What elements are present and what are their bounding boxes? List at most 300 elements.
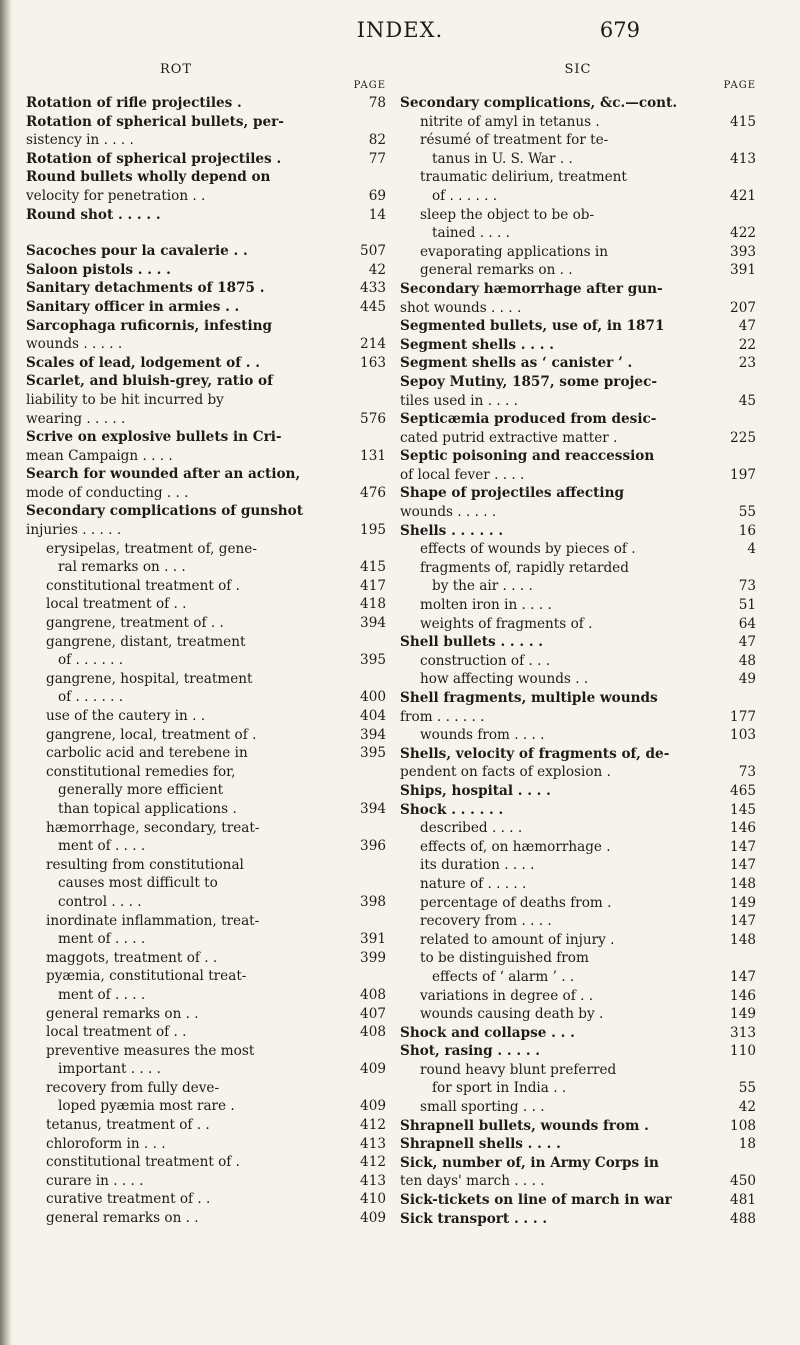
entry-text: Segment shells as ‘ canister ’ . bbox=[400, 355, 633, 372]
entry-text: Sepoy Mutiny, 1857, some projec- bbox=[400, 373, 657, 390]
index-entry bbox=[26, 372, 386, 428]
index-subentry bbox=[26, 856, 386, 912]
index-subentry bbox=[26, 707, 386, 726]
entry-page-ref: 69 bbox=[368, 187, 386, 204]
entry-page-ref: 408 bbox=[360, 986, 386, 1003]
entry-page-ref: 481 bbox=[730, 1192, 756, 1209]
entry-page-ref: 394 bbox=[360, 726, 386, 743]
entry-text: Sacoches pour la cavalerie . . bbox=[26, 243, 248, 260]
index-entry bbox=[26, 502, 386, 539]
index-subentry bbox=[400, 261, 756, 280]
entry-text: variations in degree of . . bbox=[420, 987, 594, 1004]
entry-text: inordinate inflammation, treat- bbox=[46, 912, 260, 929]
entry-text: erysipelas, treatment of, gene- bbox=[46, 540, 257, 557]
entry-page-ref: 149 bbox=[730, 894, 756, 911]
entry-text: curare in . . . . bbox=[46, 1172, 144, 1189]
index-entry bbox=[400, 280, 756, 317]
index-subentry bbox=[400, 1005, 756, 1024]
index-entry bbox=[400, 1042, 756, 1061]
entry-text-continued: mode of conducting . . . bbox=[26, 484, 189, 501]
entry-text-continued: tiles used in . . . . bbox=[400, 392, 518, 409]
entry-text: sleep the object to be ob- bbox=[420, 206, 595, 223]
entry-text: molten iron in . . . . bbox=[420, 597, 552, 614]
entry-page-ref: 396 bbox=[360, 838, 386, 855]
index-subentry bbox=[400, 670, 756, 689]
index-subentry bbox=[400, 652, 756, 671]
entry-page-ref: 400 bbox=[360, 689, 386, 706]
index-entry bbox=[400, 801, 756, 820]
entry-page-ref: 207 bbox=[730, 299, 756, 316]
index-entry bbox=[26, 428, 386, 465]
running-header bbox=[0, 18, 800, 52]
entry-page-ref: 507 bbox=[360, 243, 386, 260]
index-entry bbox=[26, 317, 386, 354]
entry-page-ref: 147 bbox=[730, 838, 756, 855]
entry-text-continued: of . . . . . . bbox=[58, 689, 124, 706]
entry-text: preventive measures the most bbox=[46, 1042, 255, 1059]
entry-text: Secondary complications of gunshot bbox=[26, 503, 304, 520]
index-subentry bbox=[400, 596, 756, 615]
entry-text: gangrene, distant, treatment bbox=[46, 633, 246, 650]
index-subentry bbox=[400, 1061, 756, 1098]
entry-text: general remarks on . . bbox=[46, 1210, 199, 1227]
entry-text: Shells . . . . . . bbox=[400, 522, 504, 539]
entry-page-ref: 433 bbox=[360, 280, 386, 297]
entry-text-continued: by the air . . . . bbox=[432, 578, 533, 595]
entry-page-ref: 313 bbox=[730, 1024, 756, 1041]
entry-text-continued: important . . . . bbox=[58, 1061, 161, 1078]
index-subentry bbox=[26, 726, 386, 745]
entry-page-ref: 14 bbox=[368, 206, 386, 223]
entry-text: Secondary hæmorrhage after gun- bbox=[400, 280, 663, 297]
entry-page-ref: 55 bbox=[738, 1080, 756, 1097]
index-subentry bbox=[26, 1023, 386, 1042]
entry-page-ref: 48 bbox=[738, 652, 756, 669]
index-subentry bbox=[26, 540, 386, 577]
entry-page-ref: 78 bbox=[368, 95, 386, 111]
entry-page-ref: 149 bbox=[730, 1006, 756, 1023]
index-entry bbox=[400, 1210, 756, 1229]
index-entry bbox=[26, 354, 386, 373]
index-subentry bbox=[400, 912, 756, 931]
entry-page-ref: 177 bbox=[730, 708, 756, 725]
entry-page-ref: 47 bbox=[738, 318, 756, 335]
entry-page-ref: 4 bbox=[747, 541, 756, 558]
entry-text: Shell bullets . . . . . bbox=[400, 634, 544, 651]
column-guide-word: ROT bbox=[159, 62, 193, 77]
entry-text: constitutional remedies for, bbox=[46, 763, 236, 780]
index-subentry bbox=[400, 726, 756, 745]
index-entry bbox=[400, 745, 756, 782]
index-entry bbox=[400, 522, 756, 541]
entry-text: Sarcophaga ruficornis, infesting bbox=[26, 317, 273, 334]
index-entry bbox=[26, 298, 386, 317]
index-entry bbox=[26, 261, 386, 280]
entry-text: Scarlet, and bluish-grey, ratio of bbox=[26, 373, 273, 390]
index-entry bbox=[400, 1154, 756, 1191]
entry-text-continued: velocity for penetration . . bbox=[26, 187, 206, 204]
entry-text: wounds from . . . . bbox=[420, 727, 545, 744]
index-subentry bbox=[400, 206, 756, 243]
entry-text-continued: ten days' march . . . . bbox=[400, 1173, 545, 1190]
entry-text: Shock and collapse . . . bbox=[400, 1024, 575, 1041]
entry-page-ref: 146 bbox=[730, 820, 756, 837]
entry-text: evaporating applications in bbox=[420, 243, 608, 260]
entry-page-ref: 22 bbox=[738, 336, 756, 353]
index-entry bbox=[400, 1191, 756, 1210]
index-subentry bbox=[26, 819, 386, 856]
entry-text-continued: ral remarks on . . . bbox=[58, 559, 186, 576]
entry-page-ref: 73 bbox=[738, 578, 756, 595]
entry-text-continued: generally more efficient bbox=[58, 782, 224, 799]
column-guide-word: SIC bbox=[564, 62, 592, 77]
index-subentry bbox=[26, 967, 386, 1004]
entry-text: use of the cautery in . . bbox=[46, 708, 206, 724]
entry-text: recovery from fully deve- bbox=[46, 1079, 220, 1096]
entry-text: constitutional treatment of . bbox=[46, 577, 240, 594]
entry-page-ref: 488 bbox=[730, 1210, 756, 1227]
index-subentry bbox=[26, 744, 386, 763]
entry-text: described . . . . bbox=[420, 820, 523, 837]
entry-text-continued: causes most difficult to bbox=[58, 875, 218, 892]
entry-text: Search for wounded after an action, bbox=[26, 466, 301, 483]
index-subentry bbox=[26, 763, 386, 819]
index-entry bbox=[400, 782, 756, 801]
entry-text: weights of fragments of . bbox=[420, 615, 593, 632]
entry-page-ref: 395 bbox=[360, 652, 386, 669]
entry-page-ref: 445 bbox=[360, 298, 386, 315]
entry-text: effects of wounds by pieces of . bbox=[420, 541, 636, 558]
entry-page-ref: 409 bbox=[360, 1098, 386, 1115]
entry-text: Rotation of rifle projectiles . bbox=[26, 95, 242, 111]
entry-page-ref: 415 bbox=[730, 113, 756, 130]
index-entry bbox=[26, 94, 386, 113]
entry-text: Shells, velocity of fragments of, de- bbox=[400, 745, 670, 762]
entry-text: tetanus, treatment of . . bbox=[46, 1117, 210, 1134]
entry-page-ref: 55 bbox=[738, 504, 756, 521]
index-entry bbox=[400, 1024, 756, 1043]
entry-page-ref: 77 bbox=[368, 150, 386, 167]
index-subentry bbox=[400, 894, 756, 913]
entry-text-continued: sistency in . . . . bbox=[26, 132, 134, 149]
entry-page-ref: 576 bbox=[360, 410, 386, 427]
entry-text: Septicæmia produced from desic- bbox=[400, 411, 657, 428]
index-entry bbox=[400, 484, 756, 521]
entry-page-ref: 148 bbox=[730, 875, 756, 892]
entry-page-ref: 418 bbox=[360, 596, 386, 613]
page-number: 679 bbox=[599, 18, 640, 42]
index-subentry bbox=[400, 168, 756, 205]
index-entry bbox=[26, 168, 386, 205]
entry-text-continued: for sport in India . . bbox=[432, 1080, 567, 1097]
index-entry bbox=[26, 279, 386, 298]
entry-text-continued: of . . . . . . bbox=[432, 187, 498, 204]
entry-text: Sick, number of, in Army Corps in bbox=[400, 1154, 659, 1171]
entry-text: resulting from constitutional bbox=[46, 856, 244, 873]
entry-text-continued: of . . . . . . bbox=[58, 652, 124, 669]
entry-page-ref: 394 bbox=[360, 800, 386, 817]
index-entry bbox=[400, 94, 756, 113]
entry-page-ref: 148 bbox=[730, 931, 756, 948]
entry-text: general remarks on . . bbox=[46, 1005, 199, 1022]
index-subentry bbox=[26, 1042, 386, 1079]
entry-text-continued: wounds . . . . . bbox=[400, 504, 497, 521]
index-entry bbox=[400, 410, 756, 447]
entry-text: traumatic delirium, treatment bbox=[420, 169, 627, 186]
entry-text: Shape of projectiles affecting bbox=[400, 485, 624, 502]
entry-text-continued: effects of ‘ alarm ’ . . bbox=[432, 968, 575, 985]
book-binding-edge bbox=[0, 0, 12, 1345]
entry-page-ref: 398 bbox=[360, 893, 386, 910]
entry-text: hæmorrhage, secondary, treat- bbox=[46, 819, 260, 836]
entry-page-ref: 404 bbox=[360, 708, 386, 724]
entry-text: to be distinguished from bbox=[420, 950, 589, 967]
entry-text: Scrive on explosive bullets in Cri- bbox=[26, 429, 282, 446]
index-entries bbox=[26, 94, 386, 1228]
index-subentry bbox=[400, 838, 756, 857]
index-subentry bbox=[26, 670, 386, 707]
entry-text: small sporting . . . bbox=[420, 1099, 545, 1116]
entry-text: résumé of treatment for te- bbox=[420, 132, 609, 149]
entry-page-ref: 51 bbox=[738, 597, 756, 614]
entry-page-ref: 131 bbox=[360, 447, 386, 464]
index-subentry bbox=[26, 614, 386, 633]
entry-page-ref: 16 bbox=[738, 522, 756, 539]
entry-text: fragments of, rapidly retarded bbox=[420, 559, 629, 576]
index-subentry bbox=[400, 131, 756, 168]
entry-page-ref: 409 bbox=[360, 1061, 386, 1078]
index-subentry bbox=[26, 633, 386, 670]
entry-text-continued: tained . . . . bbox=[432, 225, 510, 242]
entry-text: Secondary complications, &c.—cont. bbox=[400, 95, 678, 111]
entry-text-continued: pendent on facts of explosion . bbox=[400, 764, 611, 781]
entry-text-continued: loped pyæmia most rare . bbox=[58, 1098, 235, 1115]
entry-page-ref: 146 bbox=[730, 987, 756, 1004]
entry-text-continued: from . . . . . . bbox=[400, 708, 485, 725]
index-subentry bbox=[400, 875, 756, 894]
index-subentry bbox=[26, 1079, 386, 1116]
index-subentry bbox=[400, 243, 756, 262]
index-entry bbox=[26, 242, 386, 261]
entry-page-ref: 413 bbox=[730, 150, 756, 167]
index-subentry bbox=[26, 1209, 386, 1228]
entry-text: Ships, hospital . . . . bbox=[400, 782, 551, 799]
index-subentry bbox=[26, 1190, 386, 1209]
index-subentry bbox=[400, 856, 756, 875]
index-entry bbox=[400, 447, 756, 484]
entry-text-continued: shot wounds . . . . bbox=[400, 299, 522, 316]
entry-page-ref: 450 bbox=[730, 1173, 756, 1190]
entry-page-ref: 147 bbox=[730, 913, 756, 930]
index-subentry bbox=[26, 949, 386, 968]
index-subentry bbox=[26, 1005, 386, 1024]
entry-page-ref: 409 bbox=[360, 1210, 386, 1227]
index-entry bbox=[26, 150, 386, 169]
entry-text: round heavy blunt preferred bbox=[420, 1061, 617, 1078]
entry-page-ref: 413 bbox=[360, 1172, 386, 1189]
index-entry bbox=[400, 354, 756, 373]
entry-page-ref: 42 bbox=[368, 261, 386, 278]
entry-page-ref: 145 bbox=[730, 801, 756, 818]
index-entry bbox=[26, 113, 386, 150]
entry-text: percentage of deaths from . bbox=[420, 894, 612, 911]
entry-page-ref: 110 bbox=[730, 1043, 756, 1060]
entry-text: Shot, rasing . . . . . bbox=[400, 1043, 541, 1060]
index-subentry bbox=[400, 987, 756, 1006]
index-entry bbox=[26, 206, 386, 225]
entry-page-ref: 195 bbox=[360, 522, 386, 539]
entry-text: pyæmia, constitutional treat- bbox=[46, 968, 247, 985]
entry-text: Septic poisoning and reaccession bbox=[400, 448, 655, 465]
entry-text-continued: than topical applications . bbox=[58, 800, 237, 817]
entry-text-continued: cated putrid extractive matter . bbox=[400, 429, 618, 446]
index-entry bbox=[400, 373, 756, 410]
entry-text: Round bullets wholly depend on bbox=[26, 169, 271, 186]
entry-page-ref: 391 bbox=[730, 262, 756, 279]
index-subentry bbox=[400, 949, 756, 986]
entry-text: Rotation of spherical bullets, per- bbox=[26, 113, 284, 130]
entry-text: Segment shells . . . . bbox=[400, 336, 554, 353]
index-subentry bbox=[400, 931, 756, 950]
entry-text: curative treatment of . . bbox=[46, 1191, 211, 1208]
entry-page-ref: 412 bbox=[360, 1154, 386, 1171]
entry-page-ref: 214 bbox=[360, 336, 386, 353]
entry-page-ref: 147 bbox=[730, 857, 756, 874]
entry-text-continued: ment of . . . . bbox=[58, 931, 146, 948]
index-entry bbox=[400, 336, 756, 355]
entry-text: how affecting wounds . . bbox=[420, 671, 589, 688]
entry-text: chloroform in . . . bbox=[46, 1135, 166, 1152]
entry-text-continued: wounds . . . . . bbox=[26, 336, 123, 353]
entry-text: Rotation of spherical projectiles . bbox=[26, 150, 282, 167]
entry-text: gangrene, local, treatment of . bbox=[46, 726, 257, 743]
section-gap bbox=[26, 224, 386, 242]
entry-page-ref: 408 bbox=[360, 1024, 386, 1041]
entry-text: nitrite of amyl in tetanus . bbox=[420, 113, 600, 130]
entry-text: Sanitary detachments of 1875 . bbox=[26, 280, 265, 297]
entry-page-ref: 82 bbox=[368, 132, 386, 149]
index-entry bbox=[26, 465, 386, 502]
entry-page-ref: 476 bbox=[360, 484, 386, 501]
entry-text-continued: liability to be hit incurred by bbox=[26, 391, 224, 408]
entry-text: Sick transport . . . . bbox=[400, 1210, 548, 1227]
entry-text: carbolic acid and terebene in bbox=[46, 745, 248, 762]
entry-page-ref: 394 bbox=[360, 615, 386, 632]
entry-text: gangrene, treatment of . . bbox=[46, 615, 224, 632]
entry-text-continued: mean Campaign . . . . bbox=[26, 447, 173, 464]
index-entry bbox=[400, 633, 756, 652]
entry-text: local treatment of . . bbox=[46, 1024, 187, 1041]
index-subentry bbox=[26, 912, 386, 949]
entry-page-ref: 49 bbox=[738, 671, 756, 688]
entry-page-ref: 103 bbox=[730, 727, 756, 744]
index-subentry bbox=[400, 819, 756, 838]
entry-page-ref: 42 bbox=[738, 1099, 756, 1116]
entry-page-ref: 147 bbox=[730, 968, 756, 985]
entry-text: local treatment of . . bbox=[46, 596, 187, 613]
entry-text: Shrapnell shells . . . . bbox=[400, 1136, 561, 1153]
entry-page-ref: 412 bbox=[360, 1117, 386, 1134]
index-subentry bbox=[26, 1135, 386, 1154]
entry-text: Saloon pistols . . . . bbox=[26, 261, 171, 278]
entry-page-ref: 163 bbox=[360, 354, 386, 371]
entry-text: Shock . . . . . . bbox=[400, 801, 504, 818]
entry-text-continued: wearing . . . . . bbox=[26, 410, 126, 427]
entry-text: Round shot . . . . . bbox=[26, 206, 161, 223]
entry-page-ref: 393 bbox=[730, 243, 756, 260]
entry-text: Scales of lead, lodgement of . . bbox=[26, 354, 261, 371]
entry-text-continued: ment of . . . . bbox=[58, 986, 146, 1003]
index-column-right bbox=[400, 62, 756, 1228]
entry-text: Segmented bullets, use of, in 1871 bbox=[400, 318, 665, 335]
entry-page-ref: 391 bbox=[360, 931, 386, 948]
entry-page-ref: 45 bbox=[738, 392, 756, 409]
entry-text: related to amount of injury . bbox=[420, 931, 615, 948]
entry-text: wounds causing death by . bbox=[420, 1006, 604, 1023]
entry-page-ref: 18 bbox=[738, 1136, 756, 1153]
entry-text: maggots, treatment of . . bbox=[46, 949, 218, 966]
entry-page-ref: 407 bbox=[360, 1005, 386, 1022]
entry-page-ref: 417 bbox=[360, 577, 386, 594]
index-entry bbox=[400, 1135, 756, 1154]
entry-text-continued: ment of . . . . bbox=[58, 838, 146, 855]
entry-text: effects of, on hæmorrhage . bbox=[420, 838, 611, 855]
page-title: INDEX. bbox=[356, 18, 444, 42]
entry-text: Sick-tickets on line of march in war bbox=[400, 1192, 672, 1209]
page-column-label: PAGE bbox=[353, 80, 386, 91]
index-entry bbox=[400, 317, 756, 336]
entry-page-ref: 64 bbox=[738, 615, 756, 632]
entry-text: recovery from . . . . bbox=[420, 913, 552, 930]
entry-page-ref: 108 bbox=[730, 1117, 756, 1134]
entry-page-ref: 23 bbox=[738, 355, 756, 372]
entry-page-ref: 73 bbox=[738, 764, 756, 781]
entry-text: gangrene, hospital, treatment bbox=[46, 670, 253, 687]
entry-page-ref: 410 bbox=[360, 1191, 386, 1208]
entry-text: its duration . . . . bbox=[420, 857, 535, 874]
entry-page-ref: 197 bbox=[730, 466, 756, 483]
entry-page-ref: 415 bbox=[360, 559, 386, 576]
entry-text-continued: tanus in U. S. War . . bbox=[432, 150, 573, 167]
entry-page-ref: 225 bbox=[730, 429, 756, 446]
entry-text-continued: injuries . . . . . bbox=[26, 522, 122, 539]
index-subentry bbox=[26, 1153, 386, 1172]
entry-text: construction of . . . bbox=[420, 652, 551, 669]
entry-page-ref: 395 bbox=[360, 745, 386, 762]
index-subentry bbox=[400, 1098, 756, 1117]
index-subentry bbox=[26, 1116, 386, 1135]
entry-text: Shrapnell bullets, wounds from . bbox=[400, 1117, 649, 1134]
entry-text: constitutional treatment of . bbox=[46, 1154, 240, 1171]
entry-text: general remarks on . . bbox=[420, 262, 573, 279]
index-subentry bbox=[400, 615, 756, 634]
index-column-left bbox=[26, 62, 386, 1228]
entry-page-ref: 421 bbox=[730, 187, 756, 204]
index-subentry bbox=[400, 113, 756, 132]
entry-page-ref: 465 bbox=[730, 782, 756, 799]
index-subentry bbox=[26, 595, 386, 614]
page-column-label: PAGE bbox=[723, 80, 756, 91]
index-entry bbox=[400, 689, 756, 726]
entry-page-ref: 422 bbox=[730, 225, 756, 242]
entry-text-continued: of local fever . . . . bbox=[400, 466, 525, 483]
index-subentry bbox=[26, 577, 386, 596]
index-subentry bbox=[400, 540, 756, 559]
entry-page-ref: 399 bbox=[360, 949, 386, 966]
entry-text-continued: control . . . . bbox=[58, 893, 142, 910]
entry-page-ref: 413 bbox=[360, 1135, 386, 1152]
index-entry bbox=[400, 1117, 756, 1136]
